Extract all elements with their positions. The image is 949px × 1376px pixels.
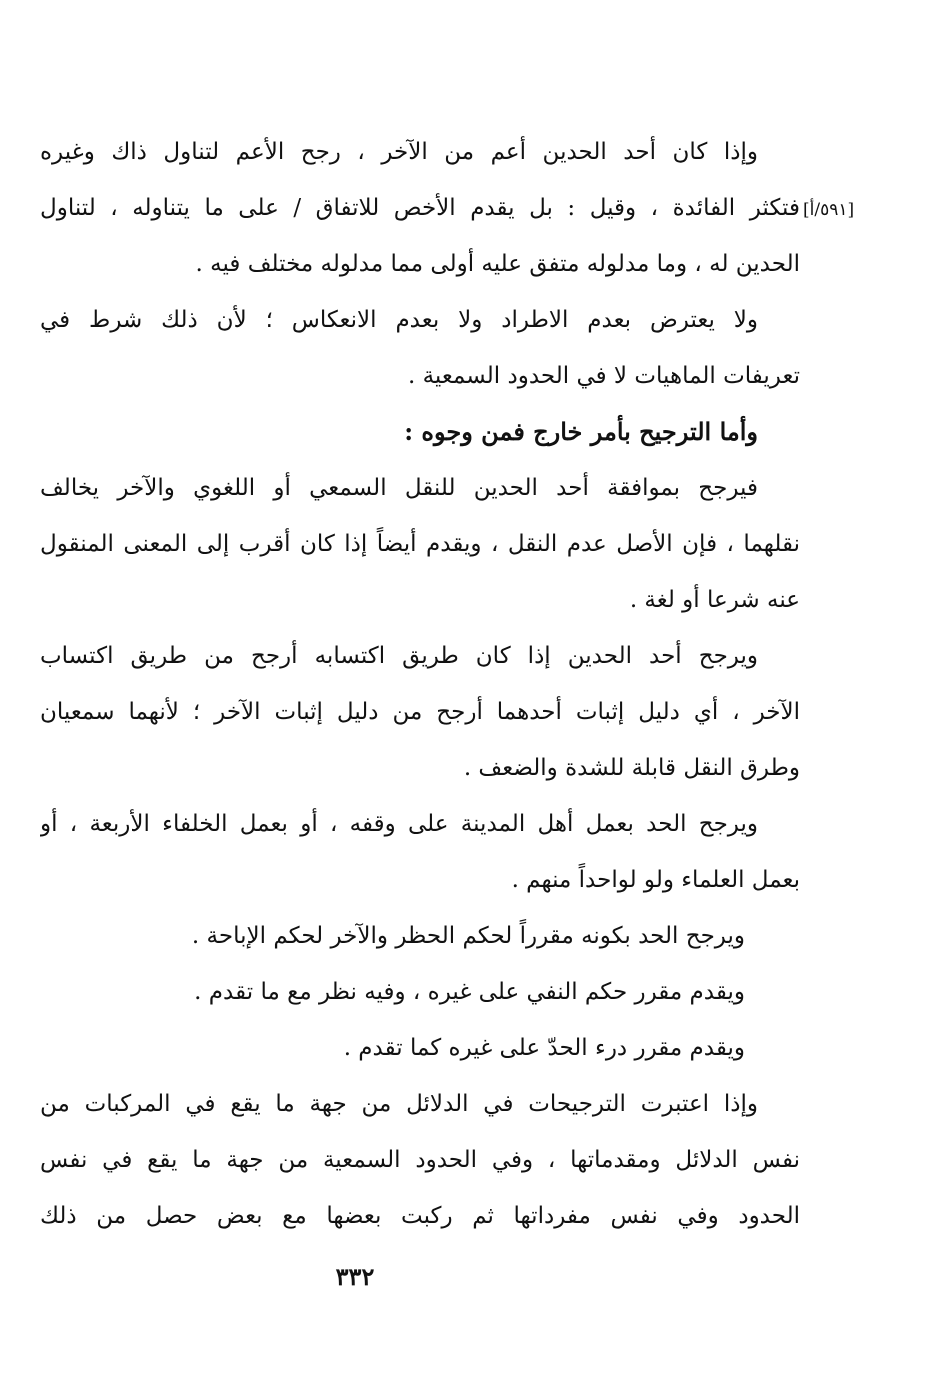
text-line: ويقدم مقرر حكم النفي على غيره ، وفيه نظر مع ما تقدم .: [194, 979, 745, 1005]
text-line: ولا يعترض بعدم الاطراد ولا بعدم الانعكاس ؛ لأن ذلك شرط في: [40, 307, 758, 333]
text-line: نفس الدلائل ومقدماتها ، وفي الحدود السمعية من جهة ما يقع في نفس: [40, 1147, 800, 1173]
text-line: عنه شرعا أو لغة .: [629, 587, 800, 613]
page-number: ٣٣٢: [335, 1262, 375, 1291]
text-line: وإذا كان أحد الحدين أعم من الآخر ، رجح الأعم لتناول ذاك وغيره: [40, 139, 758, 165]
text-line: نقلهما ، فإن الأصل عدم النقل ، ويقدم أيضاً إذا كان أقرب إلى المعنى المنقول: [40, 531, 800, 557]
text-line: الحدين له ، وما مدلوله متفق عليه أولى مما مدلوله مختلف فيه .: [195, 251, 800, 277]
text-line: وإذا اعتبرت الترجيحات في الدلائل من جهة ما يقع في المركبات من: [40, 1091, 758, 1117]
text-line: وطرق النقل قابلة للشدة والضعف .: [463, 755, 800, 781]
text-line: فيرجح بموافقة أحد الحدين للنقل السمعي أو اللغوي والآخر يخالف: [40, 475, 758, 501]
text-line: ويقدم مقرر درء الحدّ على غيره كما تقدم .: [343, 1035, 745, 1061]
text-line: ويرجح الحد بعمل أهل المدينة على وقفه ، أو بعمل الخلفاء الأربعة ، أو: [40, 811, 758, 837]
margin-folio-reference: [٥٩١/أ]: [803, 200, 855, 220]
text-line: تعريفات الماهيات لا في الحدود السمعية .: [407, 363, 800, 389]
section-heading: وأما الترجيح بأمر خارج فمن وجوه :: [404, 417, 758, 446]
text-line: الآخر ، أي دليل إثبات أحدهما أرجح من دليل إثبات الآخر ؛ لأنهما سمعيان: [40, 699, 800, 725]
text-line: ويرجح أحد الحدين إذا كان طريق اكتسابه أرجح من طريق اكتساب: [40, 643, 758, 669]
text-line: بعمل العلماء ولو لواحداً منهم .: [511, 867, 800, 893]
text-line: الحدود وفي نفس مفرداتها ثم ركبت بعضها مع بعض حصل من ذلك: [40, 1203, 800, 1229]
body-text: [40, 124, 800, 1244]
text-line: فتكثر الفائدة ، وقيل : بل يقدم الأخص للاتفاق / على ما يتناوله ، لتناول: [40, 195, 800, 221]
text-line: ويرجح الحد بكونه مقرراً لحكم الحظر والآخر لحكم الإباحة .: [191, 923, 745, 949]
